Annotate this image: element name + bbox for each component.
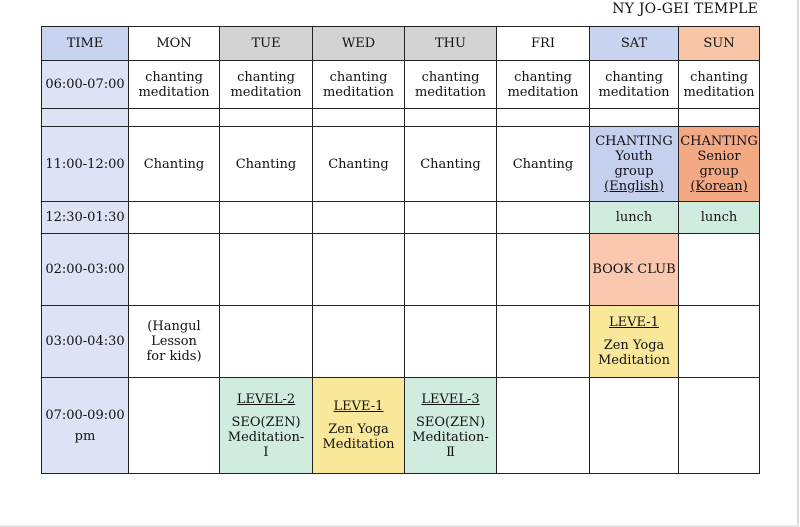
thu-seo-zen-meditation-level-3: LEVEL-3 SEO(ZEN) Meditation- Ⅱ <box>405 378 497 474</box>
empty-cell <box>497 202 590 234</box>
sat-lunch: lunch <box>590 202 679 234</box>
tue-1100-chanting: Chanting <box>220 127 313 202</box>
header-wed: WED <box>313 27 405 61</box>
weekly-schedule-table <box>41 26 760 474</box>
empty-cell <box>313 306 405 378</box>
empty-cell <box>590 378 679 474</box>
empty-cell <box>679 234 760 306</box>
sat-zen-yoga-meditation: LEVE-1 Zen Yoga Meditation <box>590 306 679 378</box>
row-0600 <box>42 61 760 109</box>
row-1100 <box>42 127 760 202</box>
sat-book-club: BOOK CLUB <box>590 234 679 306</box>
header-sat: SAT <box>590 27 679 61</box>
empty-cell <box>129 234 220 306</box>
empty-cell <box>129 109 220 127</box>
empty-cell <box>313 109 405 127</box>
thu-1100-chanting: Chanting <box>405 127 497 202</box>
header-sun: SUN <box>679 27 760 61</box>
empty-cell <box>679 109 760 127</box>
time-slot-1230: 12:30-01:30 <box>42 202 129 234</box>
sat-0600-chanting: chanting meditation <box>590 61 679 109</box>
wed-zen-yoga-meditation: LEVE-1 Zen Yoga Meditation <box>313 378 405 474</box>
empty-cell <box>679 378 760 474</box>
time-slot-0300: 03:00-04:30 <box>42 306 129 378</box>
time-slot-empty <box>42 109 129 127</box>
fri-1100-chanting: Chanting <box>497 127 590 202</box>
empty-cell <box>220 234 313 306</box>
empty-cell <box>313 202 405 234</box>
header-row <box>42 27 760 61</box>
time-slot-0200: 02:00-03:00 <box>42 234 129 306</box>
empty-cell <box>497 378 590 474</box>
empty-cell <box>497 109 590 127</box>
sun-senior-group-chanting: CHANTING Senior group (Korean) <box>679 127 760 202</box>
mon-hangul-lesson: (Hangul Lesson for kids) <box>129 306 220 378</box>
header-mon: MON <box>129 27 220 61</box>
header-thu: THU <box>405 27 497 61</box>
empty-cell <box>497 234 590 306</box>
empty-cell <box>405 202 497 234</box>
empty-cell <box>497 306 590 378</box>
sat-youth-group-chanting: CHANTING Youth group (English) <box>590 127 679 202</box>
tue-seo-zen-meditation-level-2: LEVEL-2 SEO(ZEN) Meditation- Ⅰ <box>220 378 313 474</box>
time-slot-1100: 11:00-12:00 <box>42 127 129 202</box>
empty-cell <box>405 306 497 378</box>
row-0700 <box>42 378 760 474</box>
row-spacer <box>42 109 760 127</box>
wed-0600-chanting: chanting meditation <box>313 61 405 109</box>
organization-name: NY JO-GEI TEMPLE <box>612 1 758 17</box>
empty-cell <box>313 234 405 306</box>
row-0200 <box>42 234 760 306</box>
mon-1100-chanting: Chanting <box>129 127 220 202</box>
thu-0600-chanting: chanting meditation <box>405 61 497 109</box>
header-fri: FRI <box>497 27 590 61</box>
empty-cell <box>129 378 220 474</box>
sun-lunch: lunch <box>679 202 760 234</box>
empty-cell <box>220 306 313 378</box>
empty-cell <box>405 234 497 306</box>
empty-cell <box>679 306 760 378</box>
time-slot-0700: 07:00-09:00 pm <box>42 378 129 474</box>
row-1230 <box>42 202 760 234</box>
mon-0600-chanting: chanting meditation <box>129 61 220 109</box>
empty-cell <box>405 109 497 127</box>
tue-0600-chanting: chanting meditation <box>220 61 313 109</box>
header-tue: TUE <box>220 27 313 61</box>
fri-0600-chanting: chanting meditation <box>497 61 590 109</box>
row-0300 <box>42 306 760 378</box>
empty-cell <box>590 109 679 127</box>
empty-cell <box>129 202 220 234</box>
wed-1100-chanting: Chanting <box>313 127 405 202</box>
header-time: TIME <box>42 27 129 61</box>
empty-cell <box>220 202 313 234</box>
time-slot-0600: 06:00-07:00 <box>42 61 129 109</box>
sun-0600-chanting: chanting meditation <box>679 61 760 109</box>
empty-cell <box>220 109 313 127</box>
